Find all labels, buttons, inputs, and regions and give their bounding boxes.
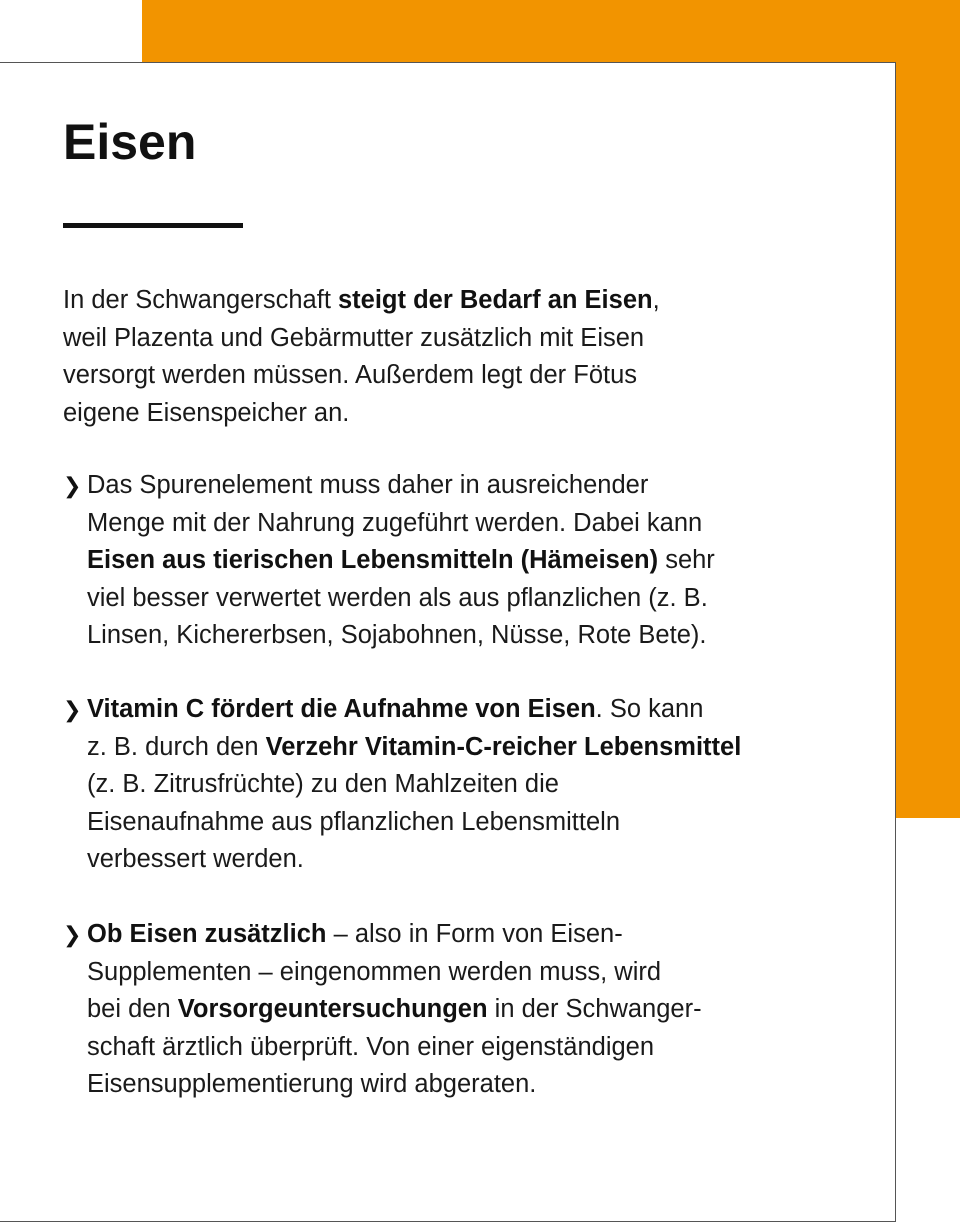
bullet-2-highlight: Vitamin C fördert die Aufnahme von Eisen — [87, 695, 596, 723]
bullet-2-highlight: Verzehr Vitamin-C-reicher Lebensmittel — [265, 732, 742, 761]
bullet-1-line-3 — [87, 542, 863, 580]
bullet-2-text: . So kann — [595, 695, 704, 723]
intro-highlight: steigt der Bedarf an Eisen — [337, 286, 653, 314]
intro-text: , — [652, 286, 660, 314]
chevron-right-icon: ❯ — [63, 697, 82, 722]
intro-line-1 — [63, 282, 863, 320]
bullet-item-vitamin-c — [63, 691, 863, 879]
bullet-item-supplements — [63, 916, 863, 1104]
bullet-3-line-1 — [87, 916, 863, 954]
bullet-1-line-5: Linsen, Kichererbsen, Sojabohnen, Nüsse, Rote Bete). — [87, 621, 707, 649]
bullet-2-line-4: Eisenaufnahme aus pflanzlichen Lebensmitteln — [87, 807, 621, 836]
bullet-2-line-3: (z. B. Zitrusfrüchte) zu den Mahlzeiten die — [87, 770, 559, 798]
intro-paragraph — [63, 282, 863, 432]
bullet-2-text: z. B. durch den — [87, 732, 266, 761]
bullet-2-line-5: verbessert werden. — [87, 845, 304, 873]
intro-text: In der Schwangerschaft — [63, 286, 338, 314]
chevron-right-icon: ❯ — [63, 473, 82, 498]
bullet-3-text: in der Schwanger- — [487, 995, 702, 1023]
intro-line-3: versorgt werden müssen. Außerdem legt der Fötus — [63, 361, 638, 389]
intro-line-4: eigene Eisenspeicher an. — [63, 398, 350, 427]
intro-line-2: weil Plazenta und Gebärmutter zusätzlich mit Eisen — [63, 323, 645, 352]
bullet-item-heme-iron — [63, 467, 863, 655]
bullet-1-text: sehr — [658, 546, 715, 574]
bullet-2-line-2 — [87, 729, 863, 767]
bullet-3-line-2: Supplementen – eingenommen werden muss, wird — [87, 957, 662, 986]
bullet-1-line-2: Menge mit der Nahrung zugeführt werden. Dabei kann — [87, 508, 703, 537]
bullet-3-text: bei den — [87, 995, 178, 1023]
bullet-3-highlight: Ob Eisen zusätzlich — [87, 920, 327, 948]
bullet-3-highlight: Vorsorgeuntersuchungen — [177, 995, 488, 1023]
bullet-1-line-4: viel besser verwertet werden als aus pflanzlichen (z. B. — [87, 583, 708, 612]
bullet-3-line-4: schaft ärztlich überprüft. Von einer eigenständigen — [87, 1032, 655, 1061]
page-title: Eisen — [63, 114, 197, 170]
bullet-3-text: – also in Form von Eisen- — [326, 920, 623, 948]
bullet-1-line-1: Das Spurenelement muss daher in ausreichender — [87, 471, 649, 499]
bullet-3-line-3 — [87, 991, 863, 1029]
bullet-2-line-1 — [87, 691, 863, 729]
bullet-1-highlight: Eisen aus tierischen Lebensmitteln (Hämeisen) — [87, 546, 659, 574]
chevron-right-icon: ❯ — [63, 922, 82, 947]
title-underline-divider — [63, 223, 243, 228]
bullet-3-line-5: Eisensupplementierung wird abgeraten. — [87, 1070, 537, 1098]
